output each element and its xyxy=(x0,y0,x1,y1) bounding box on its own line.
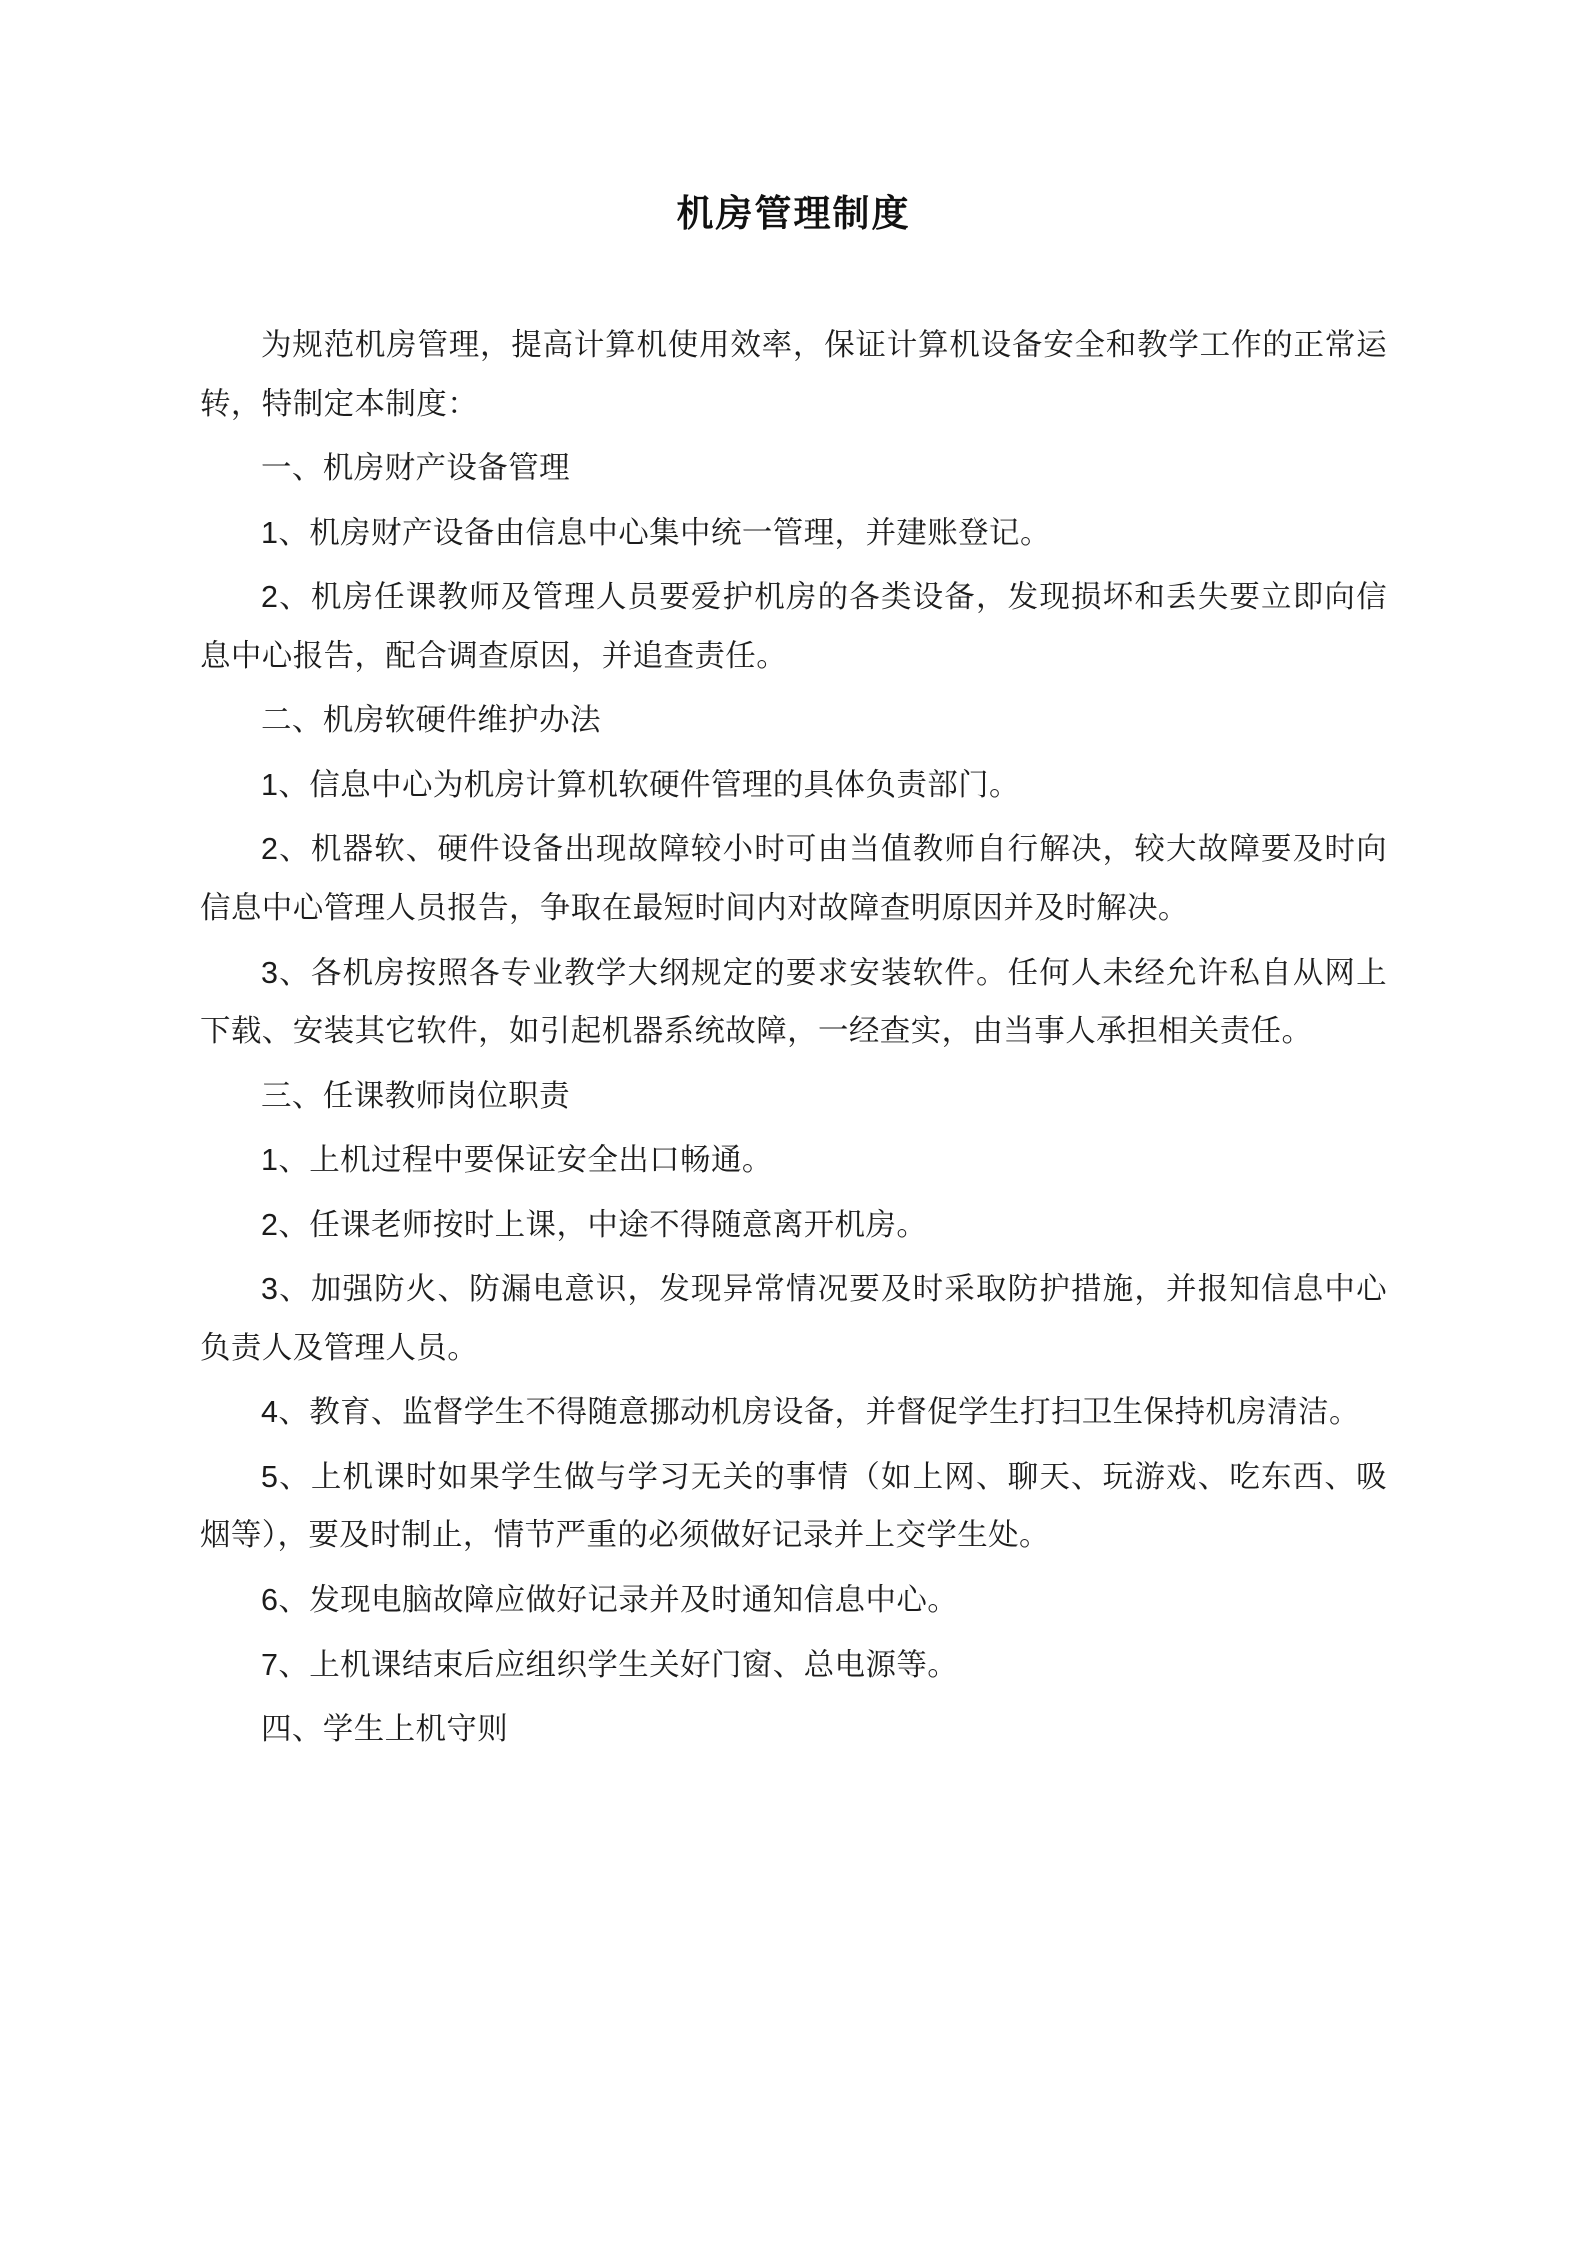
paragraph: 1、机房财产设备由信息中心集中统一管理，并建账登记。 xyxy=(261,515,1051,550)
paragraph: 2、机房任课教师及管理人员要爱护机房的各类设备，发现损坏和丢失要立即向信息中心报告，配合调查原因，并追查责任。 xyxy=(200,580,1387,673)
section-heading-2: 二、机房软硬件维护办法 xyxy=(261,703,601,738)
paragraph: 1、上机过程中要保证安全出口畅通。 xyxy=(261,1143,773,1178)
paragraph: 4、教育、监督学生不得随意挪动机房设备，并督促学生打扫卫生保持机房清洁。 xyxy=(261,1395,1360,1430)
paragraph: 3、加强防火、防漏电意识，发现异常情况要及时采取防护措施，并报知信息中心负责人及管理人员。 xyxy=(200,1272,1387,1365)
section-heading-1: 一、机房财产设备管理 xyxy=(261,451,570,486)
section-heading-3: 三、任课教师岗位职责 xyxy=(261,1078,570,1113)
paragraph: 2、机器软、硬件设备出现故障较小时可由当值教师自行解决，较大故障要及时向信息中心管理人员报告，争取在最短时间内对故障查明原因并及时解决。 xyxy=(200,832,1387,926)
paragraph: 7、上机课结束后应组织学生关好门窗、总电源等。 xyxy=(261,1647,959,1682)
paragraph: 1、信息中心为机房计算机软硬件管理的具体负责部门。 xyxy=(261,767,1020,802)
paragraph: 3、各机房按照各专业教学大纲规定的要求安装软件。任何人未经允许私自从网上下载、安装其它软件，如引起机器系统故障，一经查实，由当事人承担相关责任。 xyxy=(200,955,1387,1049)
paragraph: 为规范机房管理，提高计算机使用效率，保证计算机设备安全和教学工作的正常运转，特制定本制度： xyxy=(200,328,1387,421)
document-body xyxy=(200,316,1387,1759)
paragraph: 6、发现电脑故障应做好记录并及时通知信息中心。 xyxy=(261,1583,959,1618)
section-heading-4: 四、学生上机守则 xyxy=(261,1712,509,1747)
paragraph: 2、任课老师按时上课，中途不得随意离开机房。 xyxy=(261,1207,928,1242)
page-title: 机房管理制度 xyxy=(676,193,911,234)
paragraph: 5、上机课时如果学生做与学习无关的事情（如上网、聊天、玩游戏、吃东西、吸烟等），要及时制止，情节严重的必须做好记录并上交学生处。 xyxy=(200,1459,1387,1553)
